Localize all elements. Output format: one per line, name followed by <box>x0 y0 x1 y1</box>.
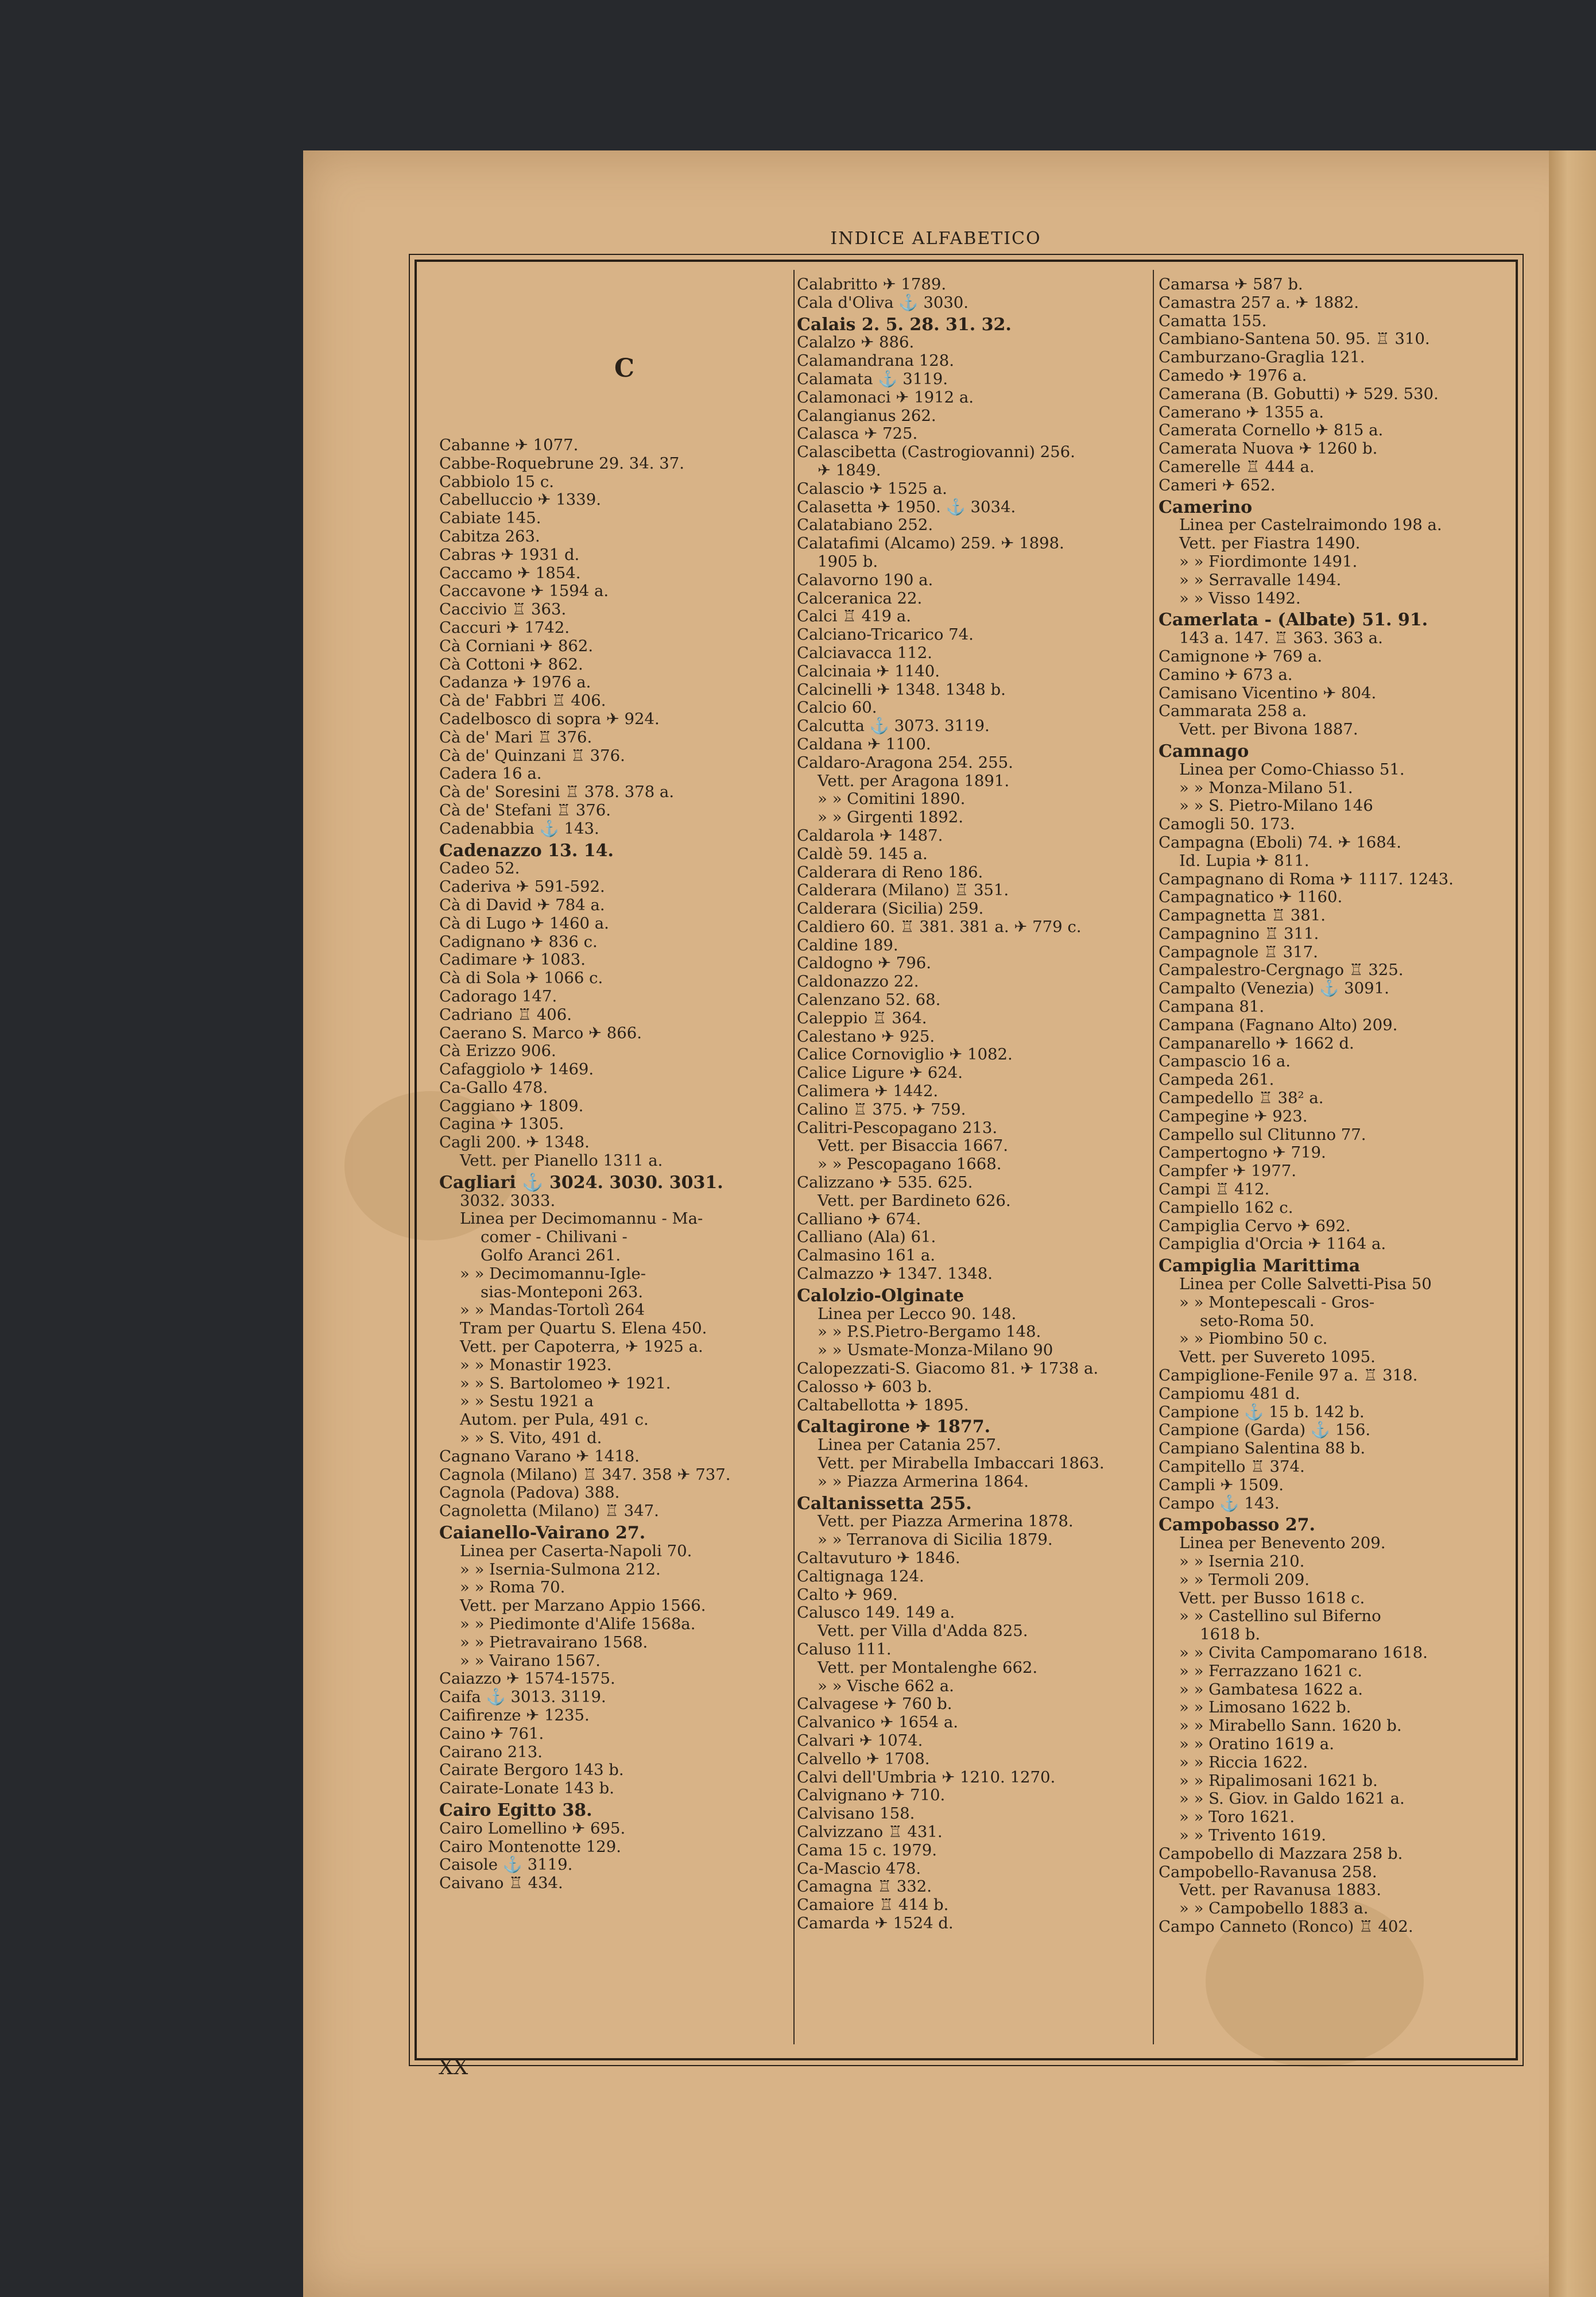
index-entry: 1905 b. <box>818 552 878 571</box>
index-entry: Cabbe-Roquebrune 29. 34. 37. <box>439 454 684 473</box>
index-entry: Calvanico ✈ 1654 a. <box>797 1713 959 1732</box>
index-entry: Campagnole ♖ 317. <box>1159 942 1318 961</box>
index-entry: Calasca ✈ 725. <box>797 424 918 443</box>
index-entry: Cà Cottoni ✈ 862. <box>439 655 583 674</box>
index-entry: Vett. per Suvereto 1095. <box>1179 1348 1376 1367</box>
index-heading: Caianello-Vairano 27. <box>439 1523 646 1544</box>
index-entry: Calascio ✈ 1525 a. <box>797 479 947 498</box>
index-entry: Campione (Garda) ⚓ 156. <box>1159 1421 1371 1440</box>
page-edge <box>1549 150 1596 2297</box>
index-entry: » » Fiordimonte 1491. <box>1179 552 1358 571</box>
index-heading: Calolzio-Olginate <box>797 1285 964 1306</box>
index-heading: Cadenazzo 13. 14. <box>439 840 614 861</box>
index-entry: Cabras ✈ 1931 d. <box>439 545 580 564</box>
index-entry: Calamata ⚓ 3119. <box>797 369 948 388</box>
index-entry: Cà di Sola ✈ 1066 c. <box>439 969 603 988</box>
index-entry: Caldonazzo 22. <box>797 972 919 991</box>
index-entry: Campegine ✈ 923. <box>1159 1107 1308 1126</box>
index-entry: Campagnetta ♖ 381. <box>1159 906 1326 925</box>
index-entry: Calizzano ✈ 535. 625. <box>797 1173 973 1192</box>
index-heading: Cairo Egitto 38. <box>439 1800 592 1820</box>
index-entry: Vett. per Capoterra, ✈ 1925 a. <box>460 1337 703 1356</box>
index-entry: Cadanza ✈ 1976 a. <box>439 673 591 692</box>
index-entry: » » Isernia-Sulmona 212. <box>460 1560 661 1579</box>
index-entry: Calcutta ⚓ 3073. 3119. <box>797 717 990 736</box>
index-heading: Camnago <box>1159 741 1249 761</box>
index-entry: Calvi dell'Umbria ✈ 1210. 1270. <box>797 1768 1056 1786</box>
index-entry: Caccuri ✈ 1742. <box>439 618 570 637</box>
index-entry: » » Mirabello Sann. 1620 b. <box>1179 1716 1402 1735</box>
index-entry: Calitri-Pescopagano 213. <box>797 1118 998 1137</box>
index-entry: Calice Cornoviglio ✈ 1082. <box>797 1045 1013 1064</box>
index-entry: » » S. Bartolomeo ✈ 1921. <box>460 1374 671 1393</box>
index-entry: Cà de' Soresini ♖ 378. 378 a. <box>439 783 675 802</box>
index-entry: » » Gambatesa 1622 a. <box>1179 1680 1363 1699</box>
page-header: INDICE ALFABETICO <box>830 229 1041 249</box>
index-entry: Ca-Gallo 478. <box>439 1078 548 1097</box>
index-entry: Calalzo ✈ 886. <box>797 333 915 352</box>
index-entry: Cadeo 52. <box>439 859 520 878</box>
index-entry: Id. Lupia ✈ 811. <box>1179 851 1310 870</box>
index-entry: Vett. per Mirabella Imbaccari 1863. <box>818 1454 1105 1472</box>
index-entry: Campalto (Venezia) ⚓ 3091. <box>1159 979 1389 998</box>
index-entry: » » Ripalimosani 1621 b. <box>1179 1771 1378 1790</box>
index-entry: Campana 81. <box>1159 997 1265 1016</box>
index-entry: Cadignano ✈ 836 c. <box>439 932 598 951</box>
index-entry: Caldaro-Aragona 254. 255. <box>797 753 1013 772</box>
index-heading: Caltagirone ✈ 1877. <box>797 1417 991 1437</box>
index-entry: Golfo Aranci 261. <box>481 1246 621 1265</box>
index-entry: » » Pescopagano 1668. <box>818 1155 1002 1174</box>
index-entry: » » Usmate-Monza-Milano 90 <box>818 1341 1053 1360</box>
index-entry: Linea per Benevento 209. <box>1179 1534 1386 1553</box>
index-entry: » » Piedimonte d'Alife 1568a. <box>460 1615 696 1633</box>
index-entry: Calliano ✈ 674. <box>797 1209 921 1228</box>
index-entry: Caino ✈ 761. <box>439 1724 544 1743</box>
index-entry: Calderara di Reno 186. <box>797 863 983 881</box>
index-entry: Cagina ✈ 1305. <box>439 1115 564 1134</box>
index-entry: Camerata Cornello ✈ 815 a. <box>1159 421 1384 440</box>
index-entry: Campitello ♖ 374. <box>1159 1457 1305 1476</box>
index-entry: Campiglione-Fenile 97 a. ♖ 318. <box>1159 1366 1418 1385</box>
index-entry: Camerana (B. Gobutti) ✈ 529. 530. <box>1159 384 1439 403</box>
index-entry: Caldana ✈ 1100. <box>797 734 931 753</box>
index-entry: Cagnano Varano ✈ 1418. <box>439 1447 640 1465</box>
index-entry: Calice Ligure ✈ 624. <box>797 1064 963 1082</box>
index-entry: Caiazzo ✈ 1574-1575. <box>439 1669 615 1688</box>
index-entry: » » S. Vito, 491 d. <box>460 1429 602 1448</box>
index-entry: Camastra 257 a. ✈ 1882. <box>1159 293 1359 312</box>
index-entry: Caccamo ✈ 1854. <box>439 563 581 582</box>
index-entry: Caldine 189. <box>797 935 898 954</box>
index-entry: Campione ⚓ 15 b. 142 b. <box>1159 1402 1365 1421</box>
index-entry: » » Castellino sul Biferno <box>1179 1607 1381 1626</box>
index-entry: Camburzano-Graglia 121. <box>1159 348 1365 367</box>
index-entry: comer - Chilivani - <box>481 1228 627 1247</box>
index-entry: Calenzano 52. 68. <box>797 991 941 1010</box>
index-entry: Caleppio ♖ 364. <box>797 1008 927 1027</box>
index-entry: Linea per Decimomannu - Ma- <box>460 1209 703 1228</box>
index-entry: » » Riccia 1622. <box>1179 1753 1308 1772</box>
index-entry: Camerata Nuova ✈ 1260 b. <box>1159 439 1378 458</box>
index-entry: Vett. per Bisaccia 1667. <box>818 1136 1008 1155</box>
index-entry: Caerano S. Marco ✈ 866. <box>439 1023 642 1042</box>
index-entry: Cairate Bergoro 143 b. <box>439 1761 624 1780</box>
index-entry: Cadelbosco di sopra ✈ 924. <box>439 709 660 728</box>
index-entry: Calci ♖ 419 a. <box>797 607 911 626</box>
index-entry: Cabbiolo 15 c. <box>439 472 554 491</box>
index-entry: Vett. per Montalenghe 662. <box>818 1658 1038 1677</box>
index-entry: Calosso ✈ 603 b. <box>797 1377 932 1396</box>
index-entry: Cà de' Stefani ♖ 376. <box>439 801 611 819</box>
index-entry: Calvignano ✈ 710. <box>797 1786 946 1805</box>
index-entry: Linea per Castelraimondo 198 a. <box>1179 516 1442 535</box>
index-entry: Camaiore ♖ 414 b. <box>797 1896 949 1915</box>
index-entry: Caltignaga 124. <box>797 1567 924 1586</box>
index-entry: Caldarola ✈ 1487. <box>797 826 943 845</box>
index-entry: Vett. per Marzano Appio 1566. <box>460 1596 706 1615</box>
index-entry: » » Vische 662 a. <box>818 1676 954 1695</box>
index-entry: Cameri ✈ 652. <box>1159 475 1276 494</box>
index-entry: Cairano 213. <box>439 1742 543 1761</box>
index-entry: Caltabellotta ✈ 1895. <box>797 1395 969 1414</box>
index-entry: Calderara (Sicilia) 259. <box>797 899 984 918</box>
index-entry: Vett. per Fiastra 1490. <box>1179 534 1361 553</box>
index-entry: Camignone ✈ 769 a. <box>1159 647 1323 666</box>
index-entry: » » Sestu 1921 a <box>460 1392 594 1411</box>
index-entry: Vett. per Bivona 1887. <box>1179 720 1358 739</box>
index-entry: » » Piazza Armerina 1864. <box>818 1472 1029 1491</box>
index-entry: Vett. per Pianello 1311 a. <box>460 1151 663 1170</box>
index-entry: Cairate-Lonate 143 b. <box>439 1779 614 1798</box>
index-entry: Calvizzano ♖ 431. <box>797 1822 943 1841</box>
index-entry: Campiello 162 c. <box>1159 1198 1293 1217</box>
index-entry: Campo ⚓ 143. <box>1159 1494 1280 1513</box>
index-column-1 <box>439 436 787 1893</box>
index-entry: Calceranica 22. <box>797 589 923 608</box>
index-entry: Cagnoletta (Milano) ♖ 347. <box>439 1502 659 1521</box>
index-heading: Camerlata - (Albate) 51. 91. <box>1159 610 1428 631</box>
index-entry: Vett. per Bardineto 626. <box>818 1191 1011 1210</box>
index-entry: Camisano Vicentino ✈ 804. <box>1159 683 1377 702</box>
index-entry: » » Mandas-Tortolì 264 <box>460 1301 645 1320</box>
index-entry: Campiano Salentina 88 b. <box>1159 1439 1366 1458</box>
index-entry: Linea per Lecco 90. 148. <box>818 1304 1017 1323</box>
index-entry: Camerano ✈ 1355 a. <box>1159 403 1324 421</box>
index-entry: Cà di Lugo ✈ 1460 a. <box>439 914 609 933</box>
index-entry: » » Vairano 1567. <box>460 1651 601 1670</box>
index-entry: Campello sul Clitunno 77. <box>1159 1125 1366 1144</box>
index-entry: » » Oratino 1619 a. <box>1179 1734 1334 1753</box>
index-entry: Campertogno ✈ 719. <box>1159 1143 1326 1162</box>
index-entry: Linea per Caserta-Napoli 70. <box>460 1541 692 1560</box>
index-entry: Linea per Como-Chiasso 51. <box>1179 760 1405 779</box>
index-entry: Calatafimi (Alcamo) 259. ✈ 1898. <box>797 534 1064 553</box>
index-entry: » » Decimomannu-Igle- <box>460 1264 646 1283</box>
index-entry: Calvagese ✈ 760 b. <box>797 1695 952 1714</box>
index-entry: » » Visso 1492. <box>1179 589 1301 608</box>
index-entry: Calvello ✈ 1708. <box>797 1749 930 1768</box>
index-heading: Calais 2. 5. 28. 31. 32. <box>797 314 1012 335</box>
index-entry: Campana (Fagnano Alto) 209. <box>1159 1015 1398 1034</box>
index-entry: Vett. per Ravanusa 1883. <box>1179 1881 1382 1900</box>
index-entry: Campalestro-Cergnago ♖ 325. <box>1159 961 1404 980</box>
index-entry: Campanarello ✈ 1662 d. <box>1159 1034 1354 1053</box>
index-entry: Caivano ♖ 434. <box>439 1874 563 1893</box>
index-entry: Calliano (Ala) 61. <box>797 1228 936 1247</box>
index-heading: Cagliari ⚓ 3024. 3030. 3031. <box>439 1172 723 1193</box>
index-entry: Vett. per Villa d'Adda 825. <box>818 1622 1028 1641</box>
index-entry: » » Monza-Milano 51. <box>1179 778 1353 797</box>
index-entry: » » Campobello 1883 a. <box>1179 1899 1369 1918</box>
index-entry: Camarsa ✈ 587 b. <box>1159 276 1303 293</box>
index-entry: Cabelluccio ✈ 1339. <box>439 490 602 509</box>
index-entry: » » Limosano 1622 b. <box>1179 1698 1351 1717</box>
index-entry: Cadorago 147. <box>439 987 557 1006</box>
index-entry: Caccivio ♖ 363. <box>439 600 567 619</box>
index-entry: » » Roma 70. <box>460 1578 565 1597</box>
index-entry: Calopezzati-S. Giacomo 81. ✈ 1738 a. <box>797 1359 1099 1378</box>
index-entry: Camedo ✈ 1976 a. <box>1159 366 1307 385</box>
index-entry: Cà de' Fabbri ♖ 406. <box>439 691 606 710</box>
index-entry: Caisole ⚓ 3119. <box>439 1855 573 1874</box>
index-entry: » » Toro 1621. <box>1179 1808 1295 1827</box>
index-entry: » » Ferrazzano 1621 c. <box>1179 1661 1362 1680</box>
index-entry: ✈ 1849. <box>818 461 881 479</box>
section-letter: C <box>614 354 635 383</box>
index-entry: Camatta 155. <box>1159 311 1267 330</box>
index-entry: Cadenabbia ⚓ 143. <box>439 819 599 838</box>
index-entry: Campiomu 481 d. <box>1159 1384 1300 1403</box>
index-entry: Campiglia Cervo ✈ 692. <box>1159 1216 1351 1235</box>
index-entry: Cadriano ♖ 406. <box>439 1005 572 1024</box>
index-entry: » » S. Pietro-Milano 146 <box>1179 796 1373 815</box>
index-entry: » » Trivento 1619. <box>1179 1826 1327 1844</box>
index-entry: Cammarata 258 a. <box>1159 702 1307 721</box>
index-entry: » » Comitini 1890. <box>818 790 966 809</box>
index-entry: Campiglia d'Orcia ✈ 1164 a. <box>1159 1235 1386 1254</box>
index-heading: Caltanissetta 255. <box>797 1493 972 1514</box>
index-entry: Cabitza 263. <box>439 527 540 546</box>
index-entry: Calimera ✈ 1442. <box>797 1082 939 1101</box>
index-entry: Campedello ♖ 38² a. <box>1159 1089 1324 1108</box>
index-column-3 <box>1159 276 1526 1936</box>
index-entry: Cagnola (Padova) 388. <box>439 1483 620 1502</box>
index-entry: Campfer ✈ 1977. <box>1159 1162 1296 1181</box>
index-entry: » » Girgenti 1892. <box>818 808 963 827</box>
index-entry: Caldiero 60. ♖ 381. 381 a. ✈ 779 c. <box>797 917 1082 936</box>
index-heading: Campiglia Marittima <box>1159 1256 1361 1277</box>
index-entry: Vett. per Aragona 1891. <box>818 771 1010 790</box>
index-entry: Calestano ✈ 925. <box>797 1027 935 1046</box>
index-entry: Campagnino ♖ 311. <box>1159 924 1319 943</box>
index-entry: Vett. per Piazza Armerina 1878. <box>818 1512 1074 1531</box>
index-entry: 1618 b. <box>1200 1625 1261 1644</box>
index-entry: Calmasino 161 a. <box>797 1246 935 1265</box>
index-heading: Camerino <box>1159 497 1253 517</box>
index-entry: Cabanne ✈ 1077. <box>439 436 579 454</box>
index-entry: Campagnatico ✈ 1160. <box>1159 888 1343 907</box>
index-entry: Ca-Mascio 478. <box>797 1859 921 1878</box>
column-rule <box>1153 270 1154 2044</box>
index-entry: Calatabiano 252. <box>797 516 933 535</box>
index-entry: » » P.S.Pietro-Bergamo 148. <box>818 1322 1041 1341</box>
index-entry: Calciano-Tricarico 74. <box>797 625 974 644</box>
index-entry: Cafaggiolo ✈ 1469. <box>439 1060 594 1079</box>
index-entry: Caderiva ✈ 591-592. <box>439 877 605 896</box>
index-entry: Caldogno ✈ 796. <box>797 954 932 973</box>
index-entry: Calcinelli ✈ 1348. 1348 b. <box>797 680 1006 699</box>
index-entry: Campagnano di Roma ✈ 1117. 1243. <box>1159 869 1454 888</box>
index-entry: Camarda ✈ 1524 d. <box>797 1913 954 1932</box>
index-entry: » » Monastir 1923. <box>460 1355 612 1374</box>
index-entry: Campeda 261. <box>1159 1070 1275 1089</box>
index-entry: » » S. Giov. in Galdo 1621 a. <box>1179 1789 1405 1808</box>
index-entry: Cabiate 145. <box>439 509 541 528</box>
index-entry: Cà Erizzo 906. <box>439 1042 556 1061</box>
index-entry: Cambiano-Santena 50. 95. ♖ 310. <box>1159 330 1430 349</box>
index-entry: » » Termoli 209. <box>1179 1570 1310 1589</box>
index-entry: Cagli 200. ✈ 1348. <box>439 1133 590 1152</box>
index-entry: Cagnola (Milano) ♖ 347. 358 ✈ 737. <box>439 1465 731 1484</box>
index-entry: Calderara (Milano) ♖ 351. <box>797 881 1009 900</box>
index-entry: Campobello-Ravanusa 258. <box>1159 1862 1377 1881</box>
index-entry: Calangianus 262. <box>797 406 936 425</box>
index-entry: Vett. per Busso 1618 c. <box>1179 1588 1365 1607</box>
index-entry: Calabritto ✈ 1789. <box>797 276 947 293</box>
index-entry: Linea per Colle Salvetti-Pisa 50 <box>1179 1275 1432 1294</box>
index-entry: Tram per Quartu S. Elena 450. <box>460 1319 707 1338</box>
index-entry: Calamonaci ✈ 1912 a. <box>797 388 974 407</box>
index-heading: Campobasso 27. <box>1159 1515 1315 1536</box>
index-entry: Calusco 149. 149 a. <box>797 1603 955 1622</box>
index-entry: Cà Corniani ✈ 862. <box>439 636 594 655</box>
index-entry: Cama 15 c. 1979. <box>797 1840 937 1859</box>
index-entry: Campascio 16 a. <box>1159 1052 1291 1071</box>
index-entry: Caifa ⚓ 3013. 3119. <box>439 1688 606 1707</box>
index-entry: » » Piombino 50 c. <box>1179 1329 1328 1348</box>
column-rule <box>793 270 795 2044</box>
index-entry: » » Isernia 210. <box>1179 1552 1305 1571</box>
index-entry: Calciavacca 112. <box>797 643 932 662</box>
index-entry: Campi ♖ 412. <box>1159 1180 1270 1199</box>
index-entry: Campobello di Mazzara 258 b. <box>1159 1844 1403 1863</box>
index-entry: seto-Roma 50. <box>1200 1311 1315 1330</box>
index-entry: Calcio 60. <box>797 698 877 717</box>
index-entry: Cà de' Quinzani ♖ 376. <box>439 746 625 765</box>
index-entry: Calcinaia ✈ 1140. <box>797 662 940 680</box>
index-entry: Linea per Catania 257. <box>818 1436 1001 1455</box>
index-entry: » » Terranova di Sicilia 1879. <box>818 1530 1053 1549</box>
index-entry: Cadera 16 a. <box>439 764 542 783</box>
index-entry: Camagna ♖ 332. <box>797 1877 932 1896</box>
page-number: XX <box>439 2056 468 2079</box>
index-entry: Camino ✈ 673 a. <box>1159 665 1293 684</box>
index-entry: sias-Monteponi 263. <box>481 1282 644 1301</box>
index-entry: Calascibetta (Castrogiovanni) 256. <box>797 443 1075 462</box>
index-entry: Calvisano 158. <box>797 1804 915 1823</box>
index-entry: Campli ✈ 1509. <box>1159 1475 1284 1494</box>
index-entry: Calino ♖ 375. ✈ 759. <box>797 1100 966 1119</box>
index-entry: Cairo Montenotte 129. <box>439 1837 622 1856</box>
index-entry: » » Civita Campomarano 1618. <box>1179 1643 1428 1662</box>
index-entry: Caluso 111. <box>797 1639 892 1658</box>
index-entry: » » Montepescali - Gros- <box>1179 1293 1375 1312</box>
index-entry: Cà de' Mari ♖ 376. <box>439 728 592 747</box>
index-entry: Camogli 50. 173. <box>1159 815 1295 834</box>
index-entry: Campo Canneto (Ronco) ♖ 402. <box>1159 1917 1413 1936</box>
index-entry: Caltavuturo ✈ 1846. <box>797 1548 960 1567</box>
index-entry: Calvari ✈ 1074. <box>797 1731 923 1750</box>
index-entry: Calamandrana 128. <box>797 351 955 370</box>
index-entry: » » Serravalle 1494. <box>1179 570 1342 589</box>
index-entry: Cala d'Oliva ⚓ 3030. <box>797 293 969 312</box>
index-entry: Campagna (Eboli) 74. ✈ 1684. <box>1159 833 1401 852</box>
index-entry: Calto ✈ 969. <box>797 1585 898 1604</box>
index-entry: Camerelle ♖ 444 a. <box>1159 457 1315 476</box>
index-entry: Calavorno 190 a. <box>797 570 933 589</box>
index-entry: 3032. 3033. <box>460 1191 556 1210</box>
index-column-2 <box>797 276 1151 1933</box>
index-entry: Caggiano ✈ 1809. <box>439 1096 584 1115</box>
index-entry: 143 a. 147. ♖ 363. 363 a. <box>1179 629 1383 648</box>
index-entry: Autom. per Pula, 491 c. <box>460 1410 649 1429</box>
index-entry: Caccavone ✈ 1594 a. <box>439 582 609 601</box>
index-entry: Calasetta ✈ 1950. ⚓ 3034. <box>797 497 1016 516</box>
index-entry: Cadimare ✈ 1083. <box>439 950 586 969</box>
index-entry: Cà di David ✈ 784 a. <box>439 895 605 914</box>
index-entry: Cairo Lomellino ✈ 695. <box>439 1819 626 1838</box>
index-entry: » » Pietravairano 1568. <box>460 1633 648 1652</box>
index-entry: Caifirenze ✈ 1235. <box>439 1706 590 1724</box>
index-entry: Caldè 59. 145 a. <box>797 844 928 863</box>
index-entry: Calmazzo ✈ 1347. 1348. <box>797 1264 993 1283</box>
